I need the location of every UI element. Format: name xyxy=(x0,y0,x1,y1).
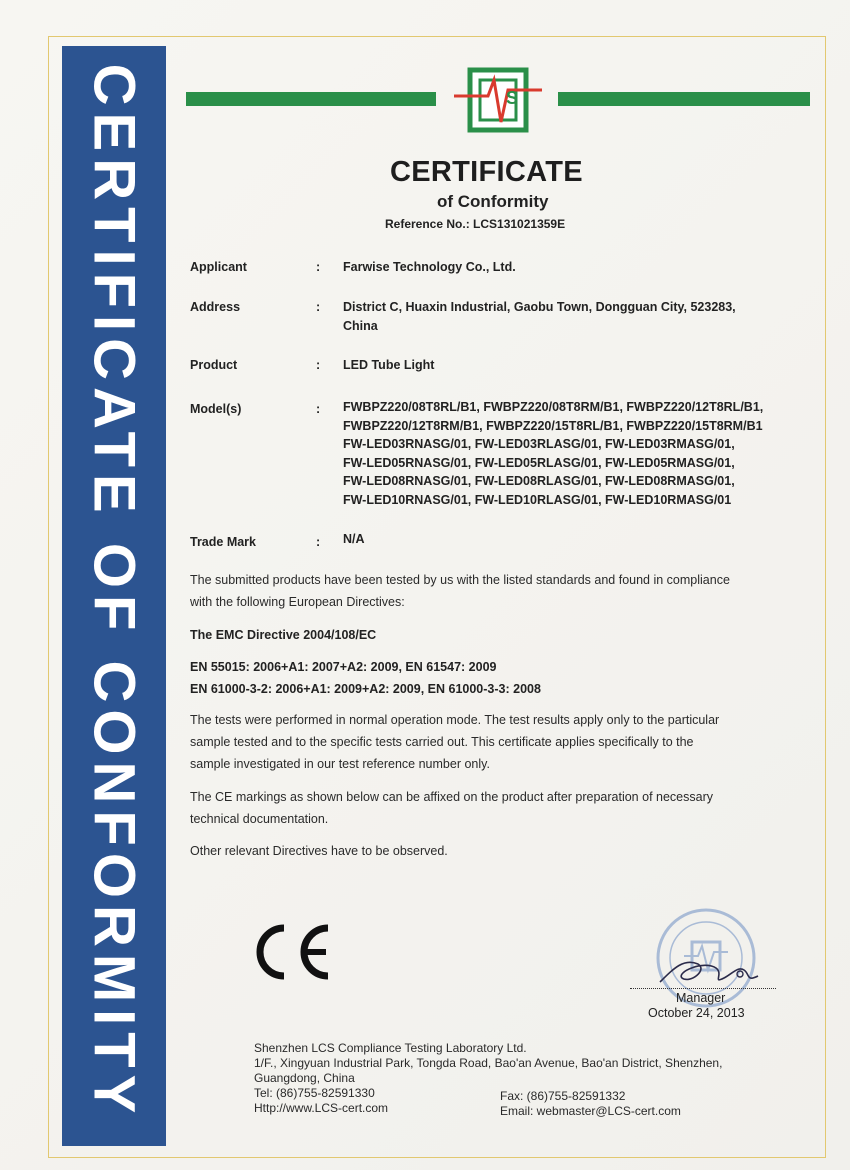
field-colon: : xyxy=(316,300,321,314)
applicant-label: Applicant xyxy=(190,260,247,274)
issue-date: October 24, 2013 xyxy=(648,1006,745,1020)
tests-paragraph: The tests were performed in normal operation mode. The test results apply only to the particular sample tested and to the specific tests carried out. This certificate applies specifically to the sample investigated in our test reference number only. xyxy=(190,713,720,771)
field-colon: : xyxy=(316,260,321,274)
other-directives: Other relevant Directives have to be observed. xyxy=(190,844,448,858)
applicant-value: Farwise Technology Co., Ltd. xyxy=(343,260,516,274)
models-value: FWBPZ220/08T8RL/B1, FWBPZ220/08T8RM/B1, FWBPZ220/12T8RL/B1, FWBPZ220/12T8RM/B1, FWBPZ220/15T8RL/B1, FWBPZ220/15T8RM/B1 FW-LED03RNASG/01, FW-LED03RLASG/01, FW-LED03RMASG/01, FW-LED05RNASG/01, FW-LED05RLASG/01, FW-LED05RMASG/01, FW-LED08RNASG/01, FW-LED08RLASG/01, FW-LED08RMASG/01, FW-LED10RNASG/01, FW-LED10RLASG/01, FW-LED10RMASG/01 xyxy=(343,400,764,507)
address-label: Address xyxy=(190,300,241,314)
signature-line xyxy=(630,988,776,989)
standards-line-1: EN 55015: 2006+A1: 2007+A2: 2009, EN 61547: 2009 xyxy=(190,660,497,674)
trademark-value: N/A xyxy=(343,532,365,546)
lab-email: Email: webmaster@LCS-cert.com xyxy=(500,1104,681,1118)
directive-line: The EMC Directive 2004/108/EC xyxy=(190,628,377,642)
address-value: District C, Huaxin Industrial, Gaobu Town, Dongguan City, 523283, China xyxy=(343,300,736,333)
certificate-subtitle: of Conformity xyxy=(437,192,549,211)
lab-name: Shenzhen LCS Compliance Testing Laboratory Ltd. xyxy=(254,1041,527,1055)
lab-website: Http://www.LCS-cert.com xyxy=(254,1101,389,1115)
product-value: LED Tube Light xyxy=(343,358,435,372)
field-colon: : xyxy=(316,358,321,372)
signatory-title: Manager xyxy=(676,991,726,1005)
header-bar-left xyxy=(186,92,436,106)
side-banner-text: CERTIFICATE OF CONFORMITY xyxy=(81,63,147,1121)
standards-line-2: EN 61000-3-2: 2006+A1: 2009+A2: 2009, EN 61000-3-3: 2008 xyxy=(190,682,541,696)
field-colon: : xyxy=(316,535,321,549)
lab-address: 1/F., Xingyuan Industrial Park, Tongda Road, Bao'an Avenue, Bao'an District, Shenzhen, xyxy=(254,1056,723,1070)
lab-address: Guangdong, China xyxy=(254,1071,355,1085)
certificate-title: CERTIFICATE xyxy=(390,156,583,188)
lcs-logo-icon xyxy=(454,66,542,134)
models-label: Model(s) xyxy=(190,402,242,416)
product-label: Product xyxy=(190,358,238,372)
ce-paragraph: The CE markings as shown below can be affixed on the product after preparation of necessary technical documentation. xyxy=(190,790,713,826)
lab-contact-right xyxy=(500,1089,681,1119)
trademark-label: Trade Mark xyxy=(190,535,257,549)
lab-fax: Fax: (86)755-82591332 xyxy=(500,1089,626,1103)
ce-mark-icon xyxy=(250,920,334,984)
field-colon: : xyxy=(316,402,321,416)
logo-letter: S xyxy=(506,88,519,108)
signature-icon xyxy=(654,948,774,990)
reference-number: Reference No.: LCS131021359E xyxy=(385,217,566,231)
intro-paragraph: The submitted products have been tested by us with the listed standards and found in compliance with the following European Directives: xyxy=(190,573,730,609)
lab-tel: Tel: (86)755-82591330 xyxy=(254,1086,375,1100)
header-bar-right xyxy=(558,92,810,106)
